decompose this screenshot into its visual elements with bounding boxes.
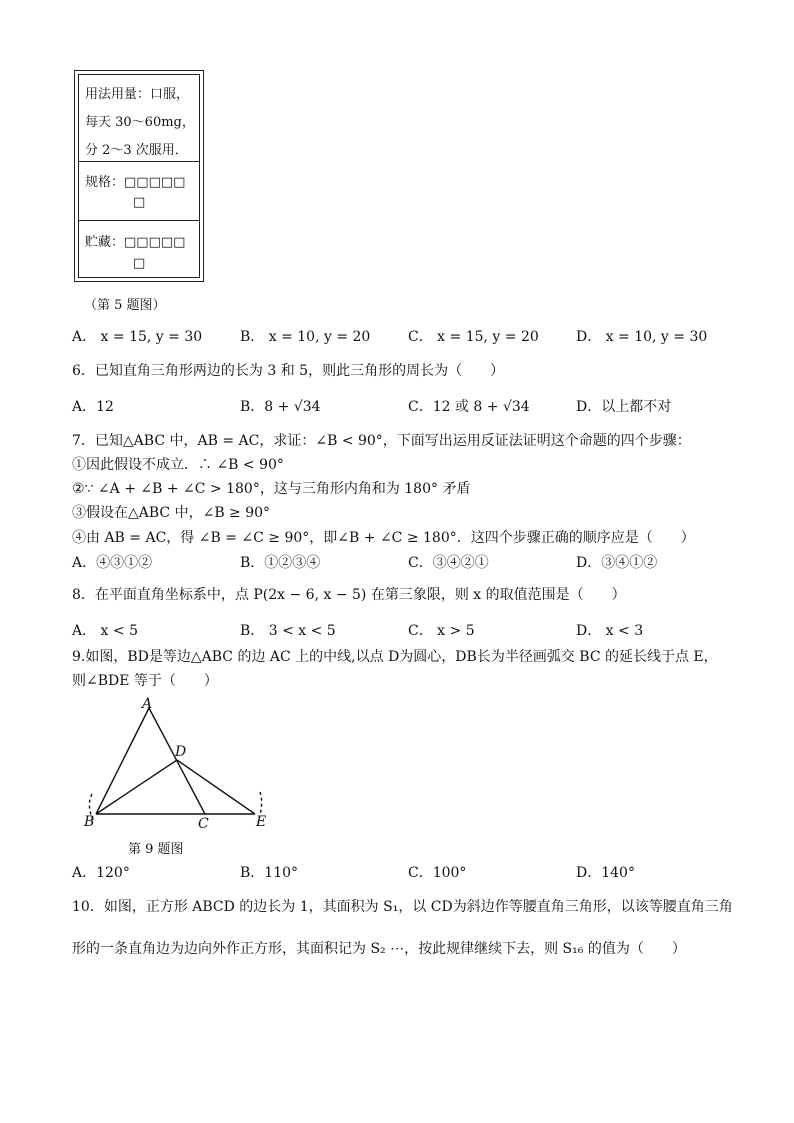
q8-option-a: A． x < 5: [72, 623, 138, 639]
q6-text: 6．已知直角三角形两边的长为 3 和 5，则此三角形的周长为（ ）: [72, 363, 505, 379]
q5-option-a: A． x = 15, y = 30: [72, 329, 203, 345]
q5-option-d: D． x = 10, y = 30: [576, 329, 708, 345]
spec-line-1: 规格：□□□□□: [85, 175, 186, 190]
medicine-label-box: [74, 70, 204, 282]
q7-option-d: D．③④①②: [576, 555, 658, 571]
q7-option-b: B．①②③④: [240, 555, 321, 571]
q6-option-c: C．12 或 8 + √34: [408, 399, 530, 415]
q9-option-d: D．140°: [576, 865, 635, 881]
q9-option-c: C．100°: [408, 865, 467, 881]
segment-de: [177, 760, 255, 814]
q5-figure-caption: （第 5 题图）: [84, 298, 166, 313]
q7-option-c: C．③④②①: [408, 555, 489, 571]
q9-option-b: B．110°: [240, 865, 299, 881]
segment-ab: [96, 708, 149, 814]
q6-option-b: B．8 + √34: [240, 399, 321, 415]
medicine-label-inner: [78, 74, 200, 278]
q6-option-d: D．以上都不对: [576, 399, 672, 415]
q7-option-a: A．④③①②: [72, 555, 153, 571]
divider: [79, 161, 199, 162]
q7-step-3: ③假设在△ABC 中，∠B ≥ 90°: [72, 505, 271, 521]
point-label-a: A: [142, 696, 153, 712]
point-label-e: E: [256, 814, 267, 830]
q9-figure-caption: 第 9 题图: [128, 842, 184, 857]
q7-text: 7．已知△ABC 中，AB = AC，求证：∠B < 90°，下面写出运用反证法证明这个命题的四个步骤：: [72, 433, 691, 449]
q8-text: 8．在平面直角坐标系中，点 P(2x − 6, x − 5) 在第三象限，则 x 的取值范围是（ ）: [72, 587, 626, 603]
q5-option-b: B． x = 10, y = 20: [240, 329, 371, 345]
segment-ac: [149, 708, 205, 814]
point-label-c: C: [198, 816, 209, 832]
q5-option-c: C． x = 15, y = 20: [408, 329, 539, 345]
q10-text-line-2: 形的一条直角边为边向外作正方形，其面积记为 S₂ ⋯，按此规律继续下去，则 S₁₆ 的值为（ ）: [72, 941, 686, 957]
divider: [79, 220, 199, 221]
q9-option-a: A．120°: [72, 865, 130, 881]
spec-line-2: □: [133, 195, 146, 210]
q6-option-a: A．12: [72, 399, 114, 415]
q9-triangle-figure: [80, 696, 280, 836]
q9-text-line-1: 9.如图，BD是等边△ABC 的边 AC 上的中线,以点 D为圆心，DB长为半径画弧交 BC 的延长线于点 E，: [72, 649, 718, 665]
q7-step-1: ①因此假设不成立．∴ ∠B < 90°: [72, 457, 284, 473]
q10-text-line-1: 10．如图，正方形 ABCD 的边长为 1，其面积为 S₁，以 CD为斜边作等腰直角三角形，以该等腰直角三角: [72, 899, 733, 915]
usage-line-1: 用法用量：口服，: [85, 87, 190, 102]
segment-bd: [96, 760, 177, 814]
usage-line-3: 分 2～3 次服用．: [85, 143, 188, 158]
q8-option-d: D． x < 3: [576, 623, 644, 639]
q8-option-b: B． 3 < x < 5: [240, 623, 336, 639]
storage-line-2: □: [133, 256, 146, 271]
q9-text-line-2: 则∠BDE 等于（ ）: [72, 673, 218, 689]
storage-line-1: 贮藏：□□□□□: [85, 235, 186, 250]
point-label-b: B: [84, 814, 95, 830]
q7-step-4: ④由 AB = AC，得 ∠B = ∠C ≥ 90°，即∠B + ∠C ≥ 180°．这四个步骤正确的顺序应是（ ）: [72, 530, 695, 546]
q7-step-2: ②∵ ∠A + ∠B + ∠C > 180°，这与三角形内角和为 180° 矛盾: [72, 481, 471, 497]
q8-option-c: C． x > 5: [408, 623, 475, 639]
point-label-d: D: [175, 744, 187, 760]
usage-line-2: 每天 30～60mg，: [85, 115, 195, 130]
